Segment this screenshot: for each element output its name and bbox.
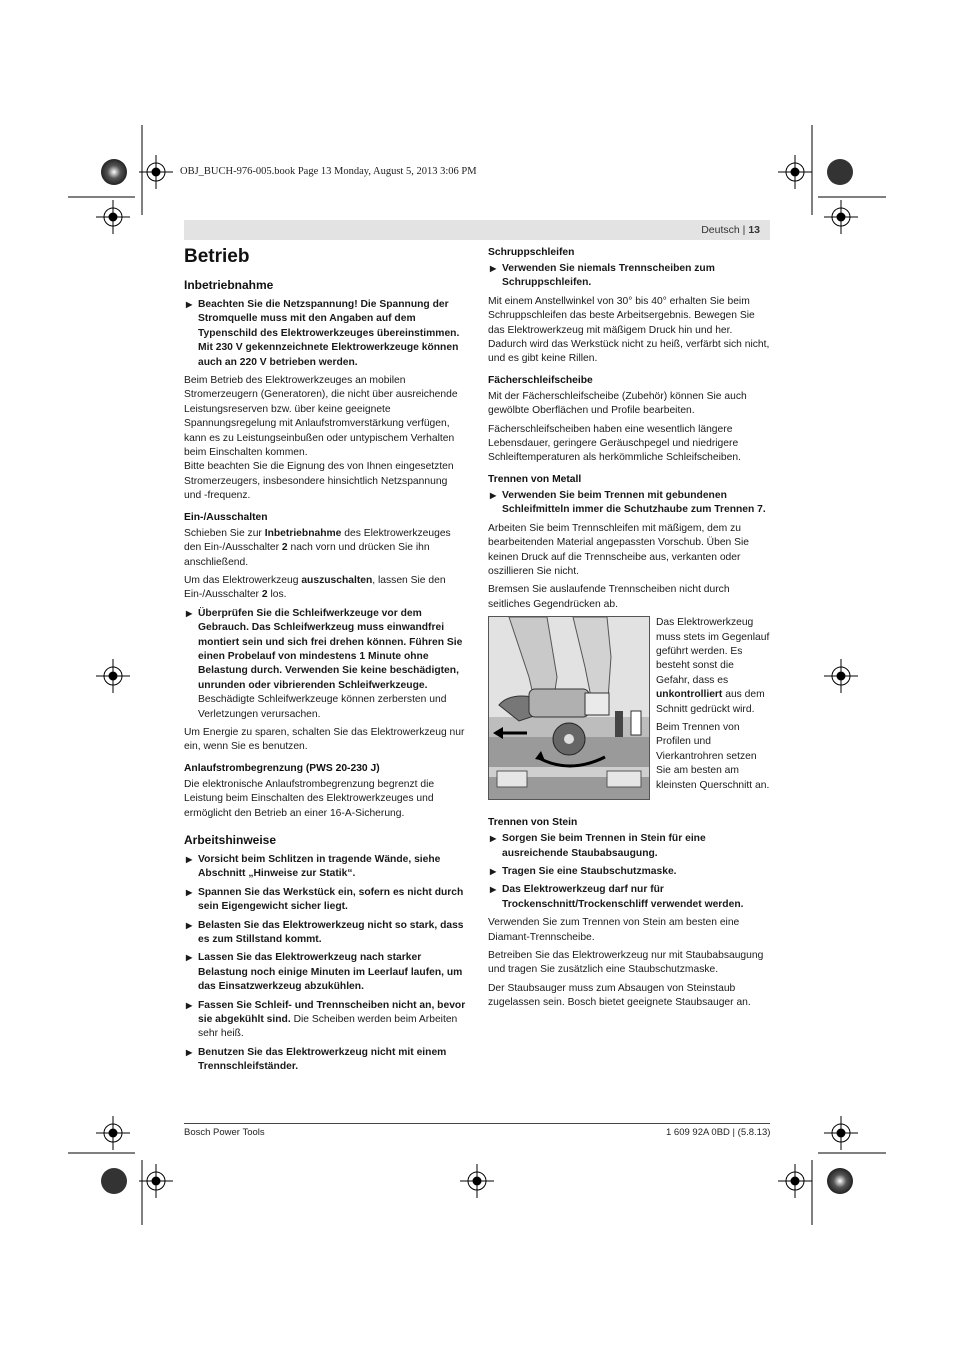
paragraph: Bremsen Sie auslaufende Trennscheiben nicht durch seitliches Gegendrücken ab. bbox=[488, 584, 730, 610]
heading-arbeitshinweise: Arbeitshinweise bbox=[184, 833, 277, 847]
bullet-text: Belasten Sie das Elektrowerkzeug nicht so stark, dass es zum Stillstand kommt. bbox=[198, 919, 464, 946]
page-number: 13 bbox=[748, 224, 760, 236]
bullet-triangle-icon: ▶ bbox=[186, 855, 193, 864]
bold-text: 2 bbox=[281, 542, 288, 554]
page-title: Betrieb bbox=[184, 246, 250, 267]
heading-trennen-stein: Trennen von Stein bbox=[488, 817, 578, 829]
bullet-text: Spannen Sie das Werkstück ein, sofern es nicht durch sein Eigengewicht sicher liegt. bbox=[198, 886, 464, 913]
text: , lassen Sie den Ein-/Ausschalter bbox=[184, 574, 446, 601]
bullet-triangle-icon: ▶ bbox=[186, 1047, 193, 1057]
bold-text: 2 bbox=[261, 589, 268, 601]
footer-doc-number: 1 609 92A 0BD | (5.8.13) bbox=[666, 1127, 771, 1138]
page-header-label: Deutsch | 13 bbox=[701, 224, 760, 236]
paragraph: Verwenden Sie zum Trennen von Stein am besten eine Diamant-Trennscheibe. bbox=[488, 917, 740, 943]
bullet bbox=[184, 1046, 466, 1075]
footer-divider bbox=[184, 1123, 770, 1124]
footer-brand: Bosch Power Tools bbox=[184, 1127, 265, 1138]
bullet-text: Überprüfen Sie die Schleifwerkzeuge vor dem Gebrauch. Das Schleifwerkzeug muss einwandfrei montiert sein und sich frei drehen können. Führen Sie einen Probelauf von mindestens 1 Minute ohne Belastung durch. Verwenden Sie keine beschädigten, unrunden oder vibrierenden Schleifwerkzeuge. bbox=[198, 607, 463, 691]
paragraph-gegenlauf bbox=[656, 616, 770, 717]
text: des Elektrowerkzeuges den Ein-/Ausschalter bbox=[184, 527, 451, 554]
paragraph: Mit der Fächerschleifscheibe (Zubehör) können Sie auch gewölbte Oberflächen und Profile bearbeiten. bbox=[488, 390, 747, 417]
text: los. bbox=[267, 589, 287, 601]
figure-block bbox=[488, 616, 770, 802]
paragraph: Die elektronische Anlaufstrombegrenzung begrenzt die Leistung beim Einschalten des Elektrowerkzeuges und ermöglicht den Betrieb an einer 16-A-Sicherung. bbox=[184, 778, 435, 819]
bullet-text: Sorgen Sie beim Trennen in Stein für eine ausreichende Staubabsaugung. bbox=[502, 833, 706, 859]
paragraph: Beim Betrieb des Elektrowerkzeuges an mobilen Stromerzeugern (Generatoren), die nicht über ausreichende Leistungsreserven bzw. über keine geeignete Spannungsregelung mit Anlaufstromverstärkung verfügen, kann es zu Leistungseinbußen oder untypischem Verhalten beim Einschalten kommen. bbox=[184, 375, 458, 459]
bullet-triangle-icon: ▶ bbox=[186, 1000, 193, 1010]
heading-ein-ausschalten: Ein-/Ausschalten bbox=[184, 511, 268, 523]
bullet bbox=[488, 262, 770, 291]
bullet-triangle-icon: ▶ bbox=[490, 490, 497, 500]
bullet bbox=[184, 919, 466, 948]
paragraph: Fächerschleifscheiben haben eine wesentlich längere Lebensdauer, geringere Geräuschpegel und niedrigere Schleiftemperaturen als herkömmliche Schleifscheiben. bbox=[488, 423, 741, 464]
bullet-text: Benutzen Sie das Elektrowerkzeug nicht mit einem Trennschleifständer. bbox=[198, 1046, 447, 1073]
bold-text: Inbetriebnahme bbox=[264, 527, 342, 539]
bullet-text: Fassen Sie Schleif- und Trennscheiben nicht an, bevor sie abgekühlt sind. bbox=[198, 999, 466, 1026]
bullet bbox=[184, 999, 466, 1042]
bullet-triangle-icon: ▶ bbox=[186, 920, 193, 930]
paragraph: Um Energie zu sparen, schalten Sie das Elektrowerkzeug nur ein, wenn Sie es benutzen. bbox=[184, 726, 465, 753]
paragraph: Arbeiten Sie beim Trennschleifen mit mäßigem, dem zu bearbeitenden Material angepassten Vorschub. Üben Sie keinen Druck auf die Trennscheibe aus, verkanten oder oszillieren Sie nicht. bbox=[488, 522, 750, 577]
text: aus dem Schnitt gedrückt wird. bbox=[656, 689, 765, 715]
paragraph: Bitte beachten Sie die Eignung des von Ihnen eingesetzten Stromerzeugers, insbesondere hinsichtlich Netzspannung und -frequenz. bbox=[184, 461, 454, 502]
left-column bbox=[184, 246, 466, 1079]
bullet-text: Vorsicht beim Schlitzen in tragende Wände, siehe Abschnitt „Hinweise zur Statik“. bbox=[198, 854, 441, 880]
bullet-text: Beschädigte Schleifwerkzeuge können zerbersten und Verletzungen verursachen. bbox=[198, 694, 447, 720]
paragraph-ausschalten bbox=[184, 574, 466, 603]
bullet-triangle-icon: ▶ bbox=[186, 608, 193, 618]
bullet bbox=[184, 951, 466, 994]
bullet bbox=[488, 489, 770, 518]
bullet-triangle-icon: ▶ bbox=[490, 264, 497, 273]
paragraph-einschalten bbox=[184, 527, 466, 570]
print-header: OBJ_BUCH-976-005.book Page 13 Monday, August 5, 2013 3:06 PM bbox=[180, 166, 477, 177]
grinder-illustration bbox=[489, 617, 649, 799]
bullet-text: Das Elektrowerkzeug darf nur für Trockenschnitt/Trockenschliff verwendet werden. bbox=[502, 884, 744, 910]
bullet-triangle-icon: ▶ bbox=[186, 300, 193, 309]
bullet-text: Beachten Sie die Netzspannung! Die Spannung der Stromquelle muss mit den Angaben auf dem Typenschild des Elektrowerkzeuges übereinstimmen. Mit 230 V gekennzeichnete Elektrowerkzeuge können auch an 220 V betrieben werden. bbox=[198, 299, 460, 368]
paragraph: Der Staubsauger muss zum Absaugen von Steinstaub zugelassen sein. Bosch bietet geeignete Staubsauger an. bbox=[488, 982, 751, 1009]
bold-text: auszuschalten bbox=[301, 574, 373, 586]
bullet-triangle-icon: ▶ bbox=[186, 887, 193, 897]
heading-faecherschleifscheibe: Fächerschleifscheibe bbox=[488, 374, 593, 386]
text: Das Elektrowerkzeug muss stets im Gegenlauf geführt werden. Es besteht sonst die Gefahr, dass es bbox=[656, 617, 770, 686]
heading-anlaufstrombegrenzung: Anlaufstrombegrenzung (PWS 20-230 J) bbox=[184, 762, 380, 774]
bullet-schleifwerkzeuge bbox=[184, 607, 466, 722]
bullet-netzspannung bbox=[184, 298, 466, 370]
bullet-text: Lassen Sie das Elektrowerkzeug nach starker Belastung noch einige Minuten im Leerlauf laufen, um das Einsatzwerkzeug abzukühlen. bbox=[198, 952, 463, 993]
paragraph: Mit einem Anstellwinkel von 30° bis 40° erhalten Sie beim Schruppschleifen das beste Arbeitsergebnis. Bewegen Sie das Elektrowerkzeug mit mäßigem Druck hin und her. Dadurch wird das Werkstück nicht zu heiß, verfärbt sich nicht, und es gibt keine Rillen. bbox=[488, 295, 770, 365]
text: Um das Elektrowerkzeug bbox=[184, 574, 302, 586]
bold-text: unkontrolliert bbox=[656, 689, 723, 701]
bullet-triangle-icon: ▶ bbox=[490, 866, 497, 876]
bullet bbox=[184, 886, 466, 915]
figure-caption bbox=[656, 616, 770, 797]
heading-inbetriebnahme: Inbetriebnahme bbox=[184, 278, 274, 292]
cutting-illustration bbox=[488, 616, 650, 800]
bullet-text: Die Scheiben werden beim Arbeiten sehr heiß. bbox=[198, 1014, 458, 1040]
page-header bbox=[184, 220, 770, 240]
bullet-text: Verwenden Sie niemals Trennscheiben zum Schruppschleifen. bbox=[502, 263, 715, 289]
bullet-text: Tragen Sie eine Staubschutzmaske. bbox=[502, 865, 677, 877]
heading-trennen-metall: Trennen von Metall bbox=[488, 473, 582, 485]
bullet bbox=[488, 865, 770, 879]
heading-schruppschleifen: Schruppschleifen bbox=[488, 247, 575, 258]
text: nach vorn und drücken Sie ihn anschließend. bbox=[184, 542, 430, 568]
paragraph: Beim Trennen von Profilen und Vierkantrohren setzen Sie am besten am kleinsten Querschnitt an. bbox=[656, 721, 770, 791]
bullet-triangle-icon: ▶ bbox=[490, 834, 497, 844]
paragraph: Betreiben Sie das Elektrowerkzeug nur mit Staubabsaugung und tragen Sie zusätzlich eine Staubschutzmaske. bbox=[488, 949, 764, 976]
bullet bbox=[488, 883, 770, 912]
text: Schieben Sie zur bbox=[184, 527, 265, 539]
bullet-triangle-icon: ▶ bbox=[186, 953, 193, 963]
language-label: Deutsch bbox=[701, 224, 740, 236]
right-column bbox=[488, 246, 770, 1015]
bullet-triangle-icon: ▶ bbox=[490, 885, 497, 895]
bullet bbox=[184, 853, 466, 882]
bullet bbox=[488, 832, 770, 861]
bullet-text: Verwenden Sie beim Trennen mit gebundenen Schleifmitteln immer die Schutzhaube zum Trennen 7. bbox=[502, 489, 766, 516]
